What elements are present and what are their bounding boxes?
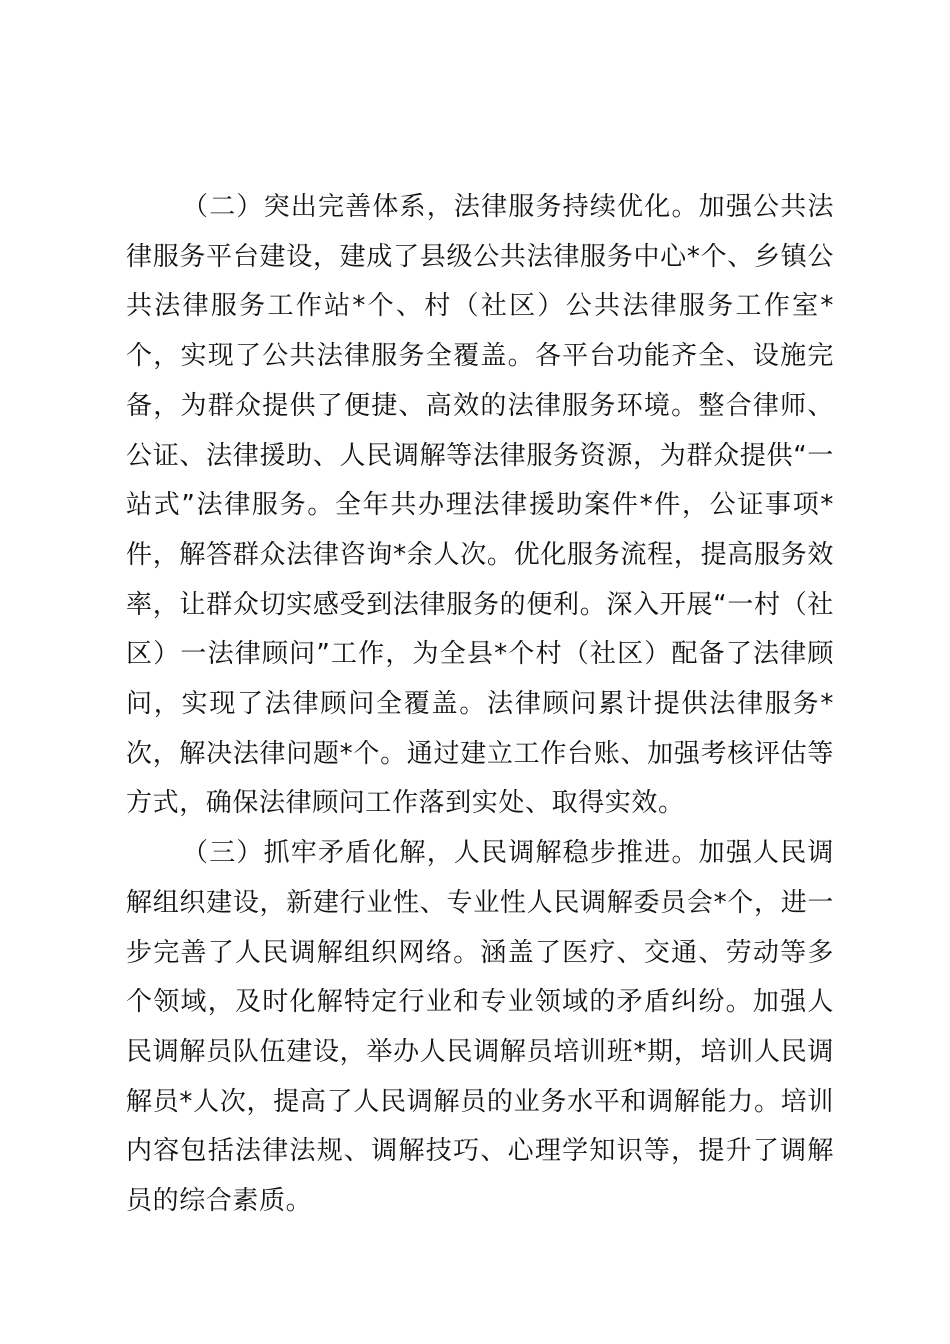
document-body <box>126 183 834 1227</box>
paragraph-mediation: （三）抓牢矛盾化解，人民调解稳步推进。加强人民调解组织建设，新建行业性、专业性人民调解委员会*个，进一步完善了人民调解组织网络。涵盖了医疗、交通、劳动等多个领域，及时化解特定行业和专业领域的矛盾纠纷。加强人民调解员队伍建设，举办人民调解员培训班*期，培训人民调解员*人次，提高了人民调解员的业务水平和调解能力。培训内容包括法律法规、调解技巧、心理学知识等，提升了调解员的综合素质。 <box>126 838 834 1217</box>
paragraph-legal-services: （二）突出完善体系，法律服务持续优化。加强公共法律服务平台建设，建成了县级公共法律服务中心*个、乡镇公共法律服务工作站*个、村（社区）公共法律服务工作室*个，实现了公共法律服务全覆盖。各平台功能齐全、设施完备，为群众提供了便捷、高效的法律服务环境。整合律师、公证、法律援助、人民调解等法律服务资源，为群众提供“一站式”法律服务。全年共办理法律援助案件*件，公证事项*件，解答群众法律咨询*余人次。优化服务流程，提高服务效率，让群众切实感受到法律服务的便利。深入开展“一村（社区）一法律顾问”工作，为全县*个村（社区）配备了法律顾问，实现了法律顾问全覆盖。法律顾问累计提供法律服务*次，解决法律问题*个。通过建立工作台账、加强考核评估等方式，确保法律顾问工作落到实处、取得实效。 <box>126 192 834 819</box>
